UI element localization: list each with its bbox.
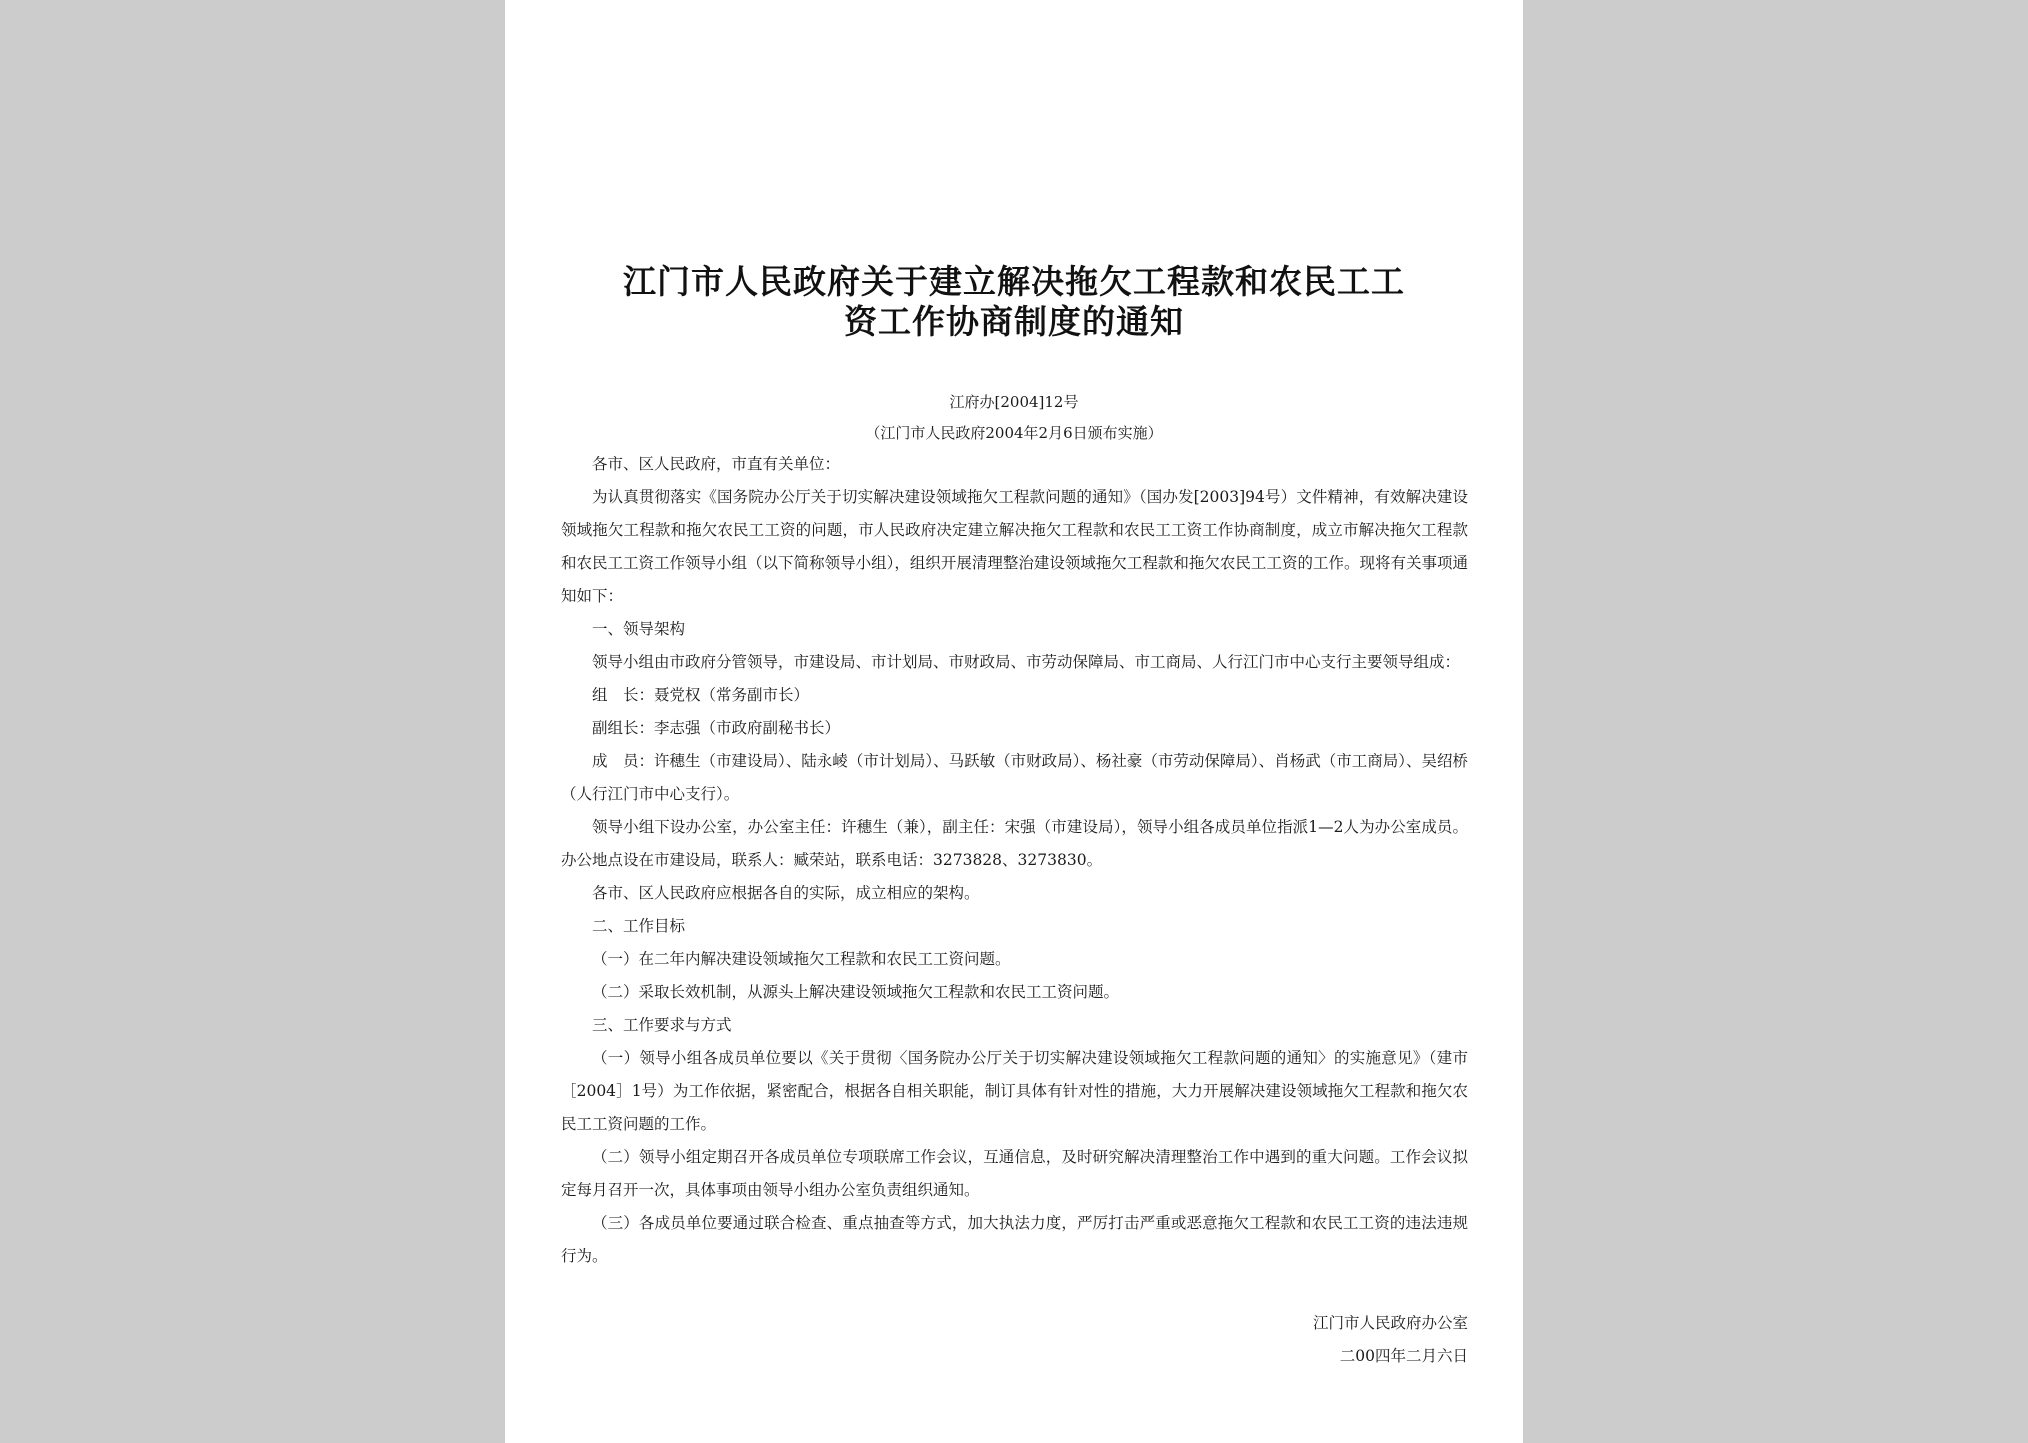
- paragraph-requirement-2: （二）领导小组定期召开各成员单位专项联席工作会议，互通信息，及时研究解决清理整治工作中遇到的重大问题。工作会议拟定每月召开一次，具体事项由领导小组办公室负责组织通知。: [561, 1148, 1468, 1199]
- paragraph-goal-1: （一）在二年内解决建设领域拖欠工程款和农民工工资问题。: [592, 950, 1011, 968]
- paragraph-members: 成 员：许穗生（市建设局）、陆永崚（市计划局）、马跃敏（市财政局）、杨社豪（市劳动保障局）、肖杨武（市工商局）、吴绍桥（人行江门市中心支行）。: [561, 752, 1468, 803]
- issued-note: （江门市人民政府2004年2月6日颁布实施）: [865, 424, 1163, 442]
- document-page: [505, 0, 1523, 1443]
- paragraph-requirement-1: （一）领导小组各成员单位要以《关于贯彻〈国务院办公厅关于切实解决建设领域拖欠工程款问题的通知〉的实施意见》（建市［2004］1号）为工作依据，紧密配合，根据各自相关职能，制订具体有针对性的措施，大力开展解决建设领域拖欠工程款和拖欠农民工工资问题的工作。: [561, 1049, 1468, 1133]
- paragraph-deputy-leader: 副组长：李志强（市政府副秘书长）: [592, 719, 841, 737]
- document-title-line-2: 资工作协商制度的通知: [844, 302, 1184, 341]
- paragraph-goal-2: （二）采取长效机制，从源头上解决建设领域拖欠工程款和农民工工资问题。: [592, 983, 1120, 1001]
- paragraph-requirement-3: （三）各成员单位要通过联合检查、重点抽查等方式，加大执法力度，严厉打击严重或恶意拖欠工程款和农民工工资的违法违规行为。: [561, 1214, 1468, 1265]
- paragraph-local-structure: 各市、区人民政府应根据各自的实际，成立相应的架构。: [592, 884, 980, 902]
- paragraph-intro: 为认真贯彻落实《国务院办公厅关于切实解决建设领域拖欠工程款问题的通知》（国办发[2003]94号）文件精神，有效解决建设领域拖欠工程款和拖欠农民工工资的问题，市人民政府决定建立解决拖欠工程款和农民工工资工作协商制度，成立市解决拖欠工程款和农民工工资工作领导小组（以下简称领导小组），组织开展清理整治建设领域拖欠工程款和拖欠农民工工资的工作。现将有关事项通知如下：: [561, 488, 1468, 605]
- salutation: 各市、区人民政府，市直有关单位：: [592, 455, 841, 473]
- paragraph-leadership: 领导小组由市政府分管领导，市建设局、市计划局、市财政局、市劳动保障局、市工商局、人行江门市中心支行主要领导组成：: [592, 653, 1461, 671]
- document-number: 江府办[2004]12号: [949, 393, 1079, 411]
- signature-organization: 江门市人民政府办公室: [1312, 1314, 1468, 1332]
- signature-date: 二00四年二月六日: [1339, 1347, 1468, 1365]
- document-title-line-1: 江门市人民政府关于建立解决拖欠工程款和农民工工: [623, 262, 1405, 301]
- section-heading-3: 三、工作要求与方式: [592, 1016, 732, 1034]
- document-body: [561, 448, 1468, 1273]
- paragraph-office: 领导小组下设办公室，办公室主任：许穗生（兼），副主任：宋强（市建设局），领导小组各成员单位指派1—2人为办公室成员。办公地点设在市建设局，联系人：臧荣站，联系电话：3273828、3273830。: [561, 818, 1468, 869]
- section-heading-2: 二、工作目标: [592, 917, 686, 935]
- section-heading-1: 一、领导架构: [592, 620, 686, 638]
- paragraph-leader: 组 长：聂党权（常务副市长）: [592, 686, 810, 704]
